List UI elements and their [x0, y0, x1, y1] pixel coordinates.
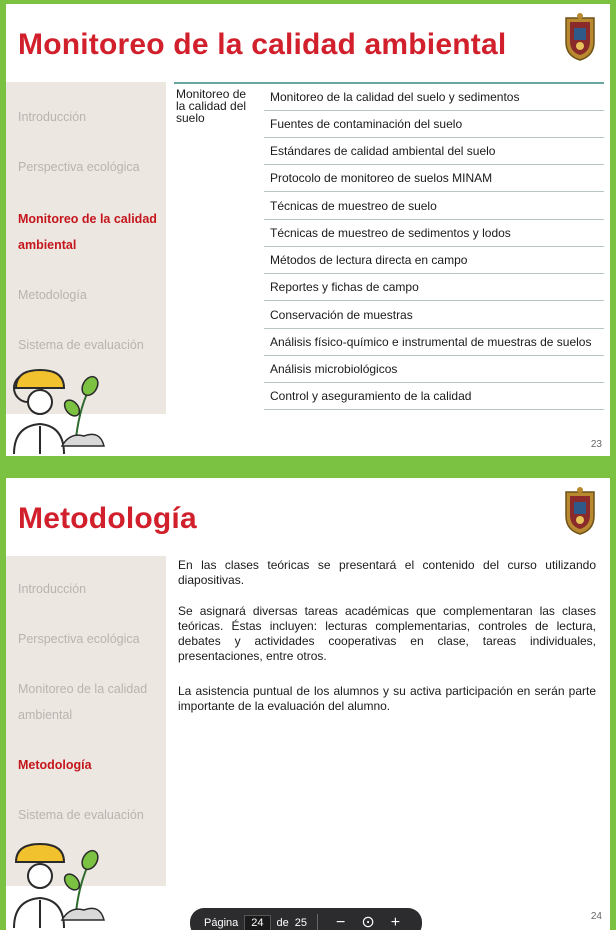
- slide-24: [6, 478, 610, 930]
- page-number: 23: [590, 439, 602, 450]
- page-label: Página: [204, 917, 239, 929]
- paragraph: En las clases teóricas se presentará el contenido del curso utilizando diapositivas.: [178, 558, 596, 587]
- section-sidebar: [6, 556, 166, 886]
- table-row: Técnicas de muestreo de sedimentos y lodos: [264, 220, 604, 247]
- toolbar-divider: [317, 914, 318, 930]
- nav-perspectiva-ecologica[interactable]: Perspectiva ecológica: [18, 160, 140, 174]
- table-row: Análisis microbiológicos: [264, 356, 604, 383]
- table-row: Reportes y fichas de campo: [264, 274, 604, 301]
- table-row-header: Monitoreo de la calidad del suelo: [176, 87, 247, 125]
- table-row: Control y aseguramiento de la calidad: [264, 383, 604, 410]
- table-row: Técnicas de muestreo de suelo: [264, 193, 604, 220]
- nav-monitoreo[interactable]: Monitoreo de la calidad ambiental: [18, 212, 157, 252]
- table-row: Análisis físico-químico e instrumental de muestras de suelos: [264, 329, 604, 356]
- nav-monitoreo[interactable]: Monitoreo de la calidad ambiental: [18, 682, 148, 722]
- page-navigation-toolbar: [190, 908, 422, 930]
- nav-metodologia[interactable]: Metodología: [18, 288, 87, 302]
- table-row: Estándares de calidad ambiental del suelo: [264, 138, 604, 165]
- slide-title: Monitoreo de la calidad ambiental: [18, 28, 507, 61]
- slide-title: Metodología: [18, 502, 197, 535]
- page-number: 24: [590, 911, 602, 922]
- engineer-plant-icon: [6, 838, 110, 930]
- nav-sistema-evaluacion[interactable]: Sistema de evaluación: [18, 808, 144, 822]
- slide-23: [6, 4, 610, 456]
- paragraph: La asistencia puntual de los alumnos y su activa participación en serán parte importante de la evaluación del alumno.: [178, 684, 596, 713]
- table-row: Métodos de lectura directa en campo: [264, 247, 604, 274]
- nav-introduccion[interactable]: Introducción: [18, 110, 87, 124]
- nav-introduccion[interactable]: Introducción: [18, 582, 87, 596]
- current-page-input[interactable]: 24: [244, 915, 270, 930]
- nav-metodologia[interactable]: Metodología: [18, 758, 92, 772]
- zoom-out-button[interactable]: −: [336, 914, 346, 930]
- university-crest-icon: [560, 12, 600, 62]
- zoom-in-button[interactable]: +: [390, 914, 401, 930]
- table-row: Conservación de muestras: [264, 302, 604, 329]
- table-row: Monitoreo de la calidad del suelo y sedimentos: [264, 84, 604, 111]
- zoom-reset-icon[interactable]: ⊙: [361, 914, 375, 930]
- nav-perspectiva-ecologica[interactable]: Perspectiva ecológica: [18, 632, 140, 646]
- nav-sistema-evaluacion[interactable]: Sistema de evaluación: [18, 338, 144, 352]
- table-row: Fuentes de contaminación del suelo: [264, 111, 604, 138]
- engineer-plant-icon: [6, 364, 110, 456]
- of-label: de: [276, 917, 289, 929]
- total-pages: 25: [294, 917, 308, 929]
- table-row: Protocolo de monitoreo de suelos MINAM: [264, 165, 604, 192]
- university-crest-icon: [560, 486, 600, 536]
- paragraph: Se asignará diversas tareas académicas que complementaran las clases teóricas. Éstas incluyen: lecturas complementarias, controles de lectura, debates y actividades cooperativas en clase, tareas individuales, presentaciones, entre otros.: [178, 604, 596, 663]
